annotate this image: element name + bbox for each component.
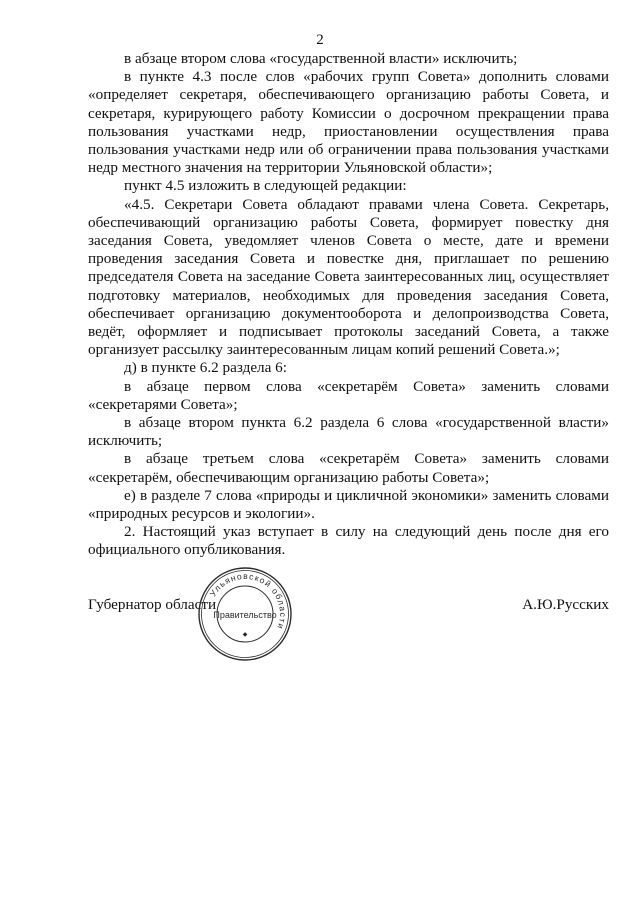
- signatory-name: А.Ю.Русских: [522, 596, 609, 613]
- paragraph: «4.5. Секретари Совета обладают правами члена Совета. Секретарь, обеспечивающий организацию работы Совета, формирует повестку дня заседания Совета, уведомляет членов Совета о месте, дате и времени проведения заседания Совета и повестке дня, приглашает по решению председателя Совета на заседание Совета заинтересованных лиц, осуществляет подготовку материалов, необходимых для проведения заседания Совета, обеспечивает организацию документооборота и делопроизводства Совета, ведёт, оформляет и подписывает протоколы заседаний Совета, а также организует рассылку заинтересованным лицам копий решений Совета.»;: [88, 195, 609, 359]
- paragraph: в абзаце втором пункта 6.2 раздела 6 слова «государственной власти» исключить;: [88, 414, 609, 450]
- paragraph: е) в разделе 7 слова «природы и цикличной экономики» заменить словами «природных ресурсов и экологии».: [88, 486, 609, 523]
- paragraph: пункт 4.5 изложить в следующей редакции:: [124, 177, 407, 195]
- svg-text:Ульяновской области: Ульяновской области: [207, 570, 289, 632]
- document-body: [88, 50, 609, 560]
- paragraph: 2. Настоящий указ вступает в силу на следующий день после дня его официального опубликования.: [88, 523, 609, 559]
- paragraph: в абзаце втором слова «государственной власти» исключить;: [124, 50, 518, 67]
- paragraph: в пункте 4.3 после слов «рабочих групп Совета» дополнить словами «определяет секретаря, обеспечивающего организацию работы Совета, и секретаря, курирующего работу Комиссии о досрочном прекращении права пользования участками недр, приостановлении осуществления права пользования участками недр или об ограничении права пользования участками недр местного значения на территории Ульяновской области»;: [88, 68, 609, 177]
- page-number: 2: [316, 32, 324, 48]
- paragraph: в абзаце первом слова «секретарём Совета» заменить словами «секретарями Совета»;: [88, 377, 609, 413]
- paragraph: в абзаце третьем слова «секретарём Совета» заменить словами «секретарём, обеспечивающим организацию работы Совета»;: [88, 450, 609, 486]
- signature-block: [88, 596, 609, 616]
- paragraph: д) в пункте 6.2 раздела 6:: [124, 359, 287, 377]
- signatory-title: Губернатор области: [88, 596, 217, 613]
- svg-text:◆: ◆: [242, 632, 248, 638]
- svg-text:Правительство: Правительство: [213, 610, 277, 620]
- official-seal: [197, 566, 293, 662]
